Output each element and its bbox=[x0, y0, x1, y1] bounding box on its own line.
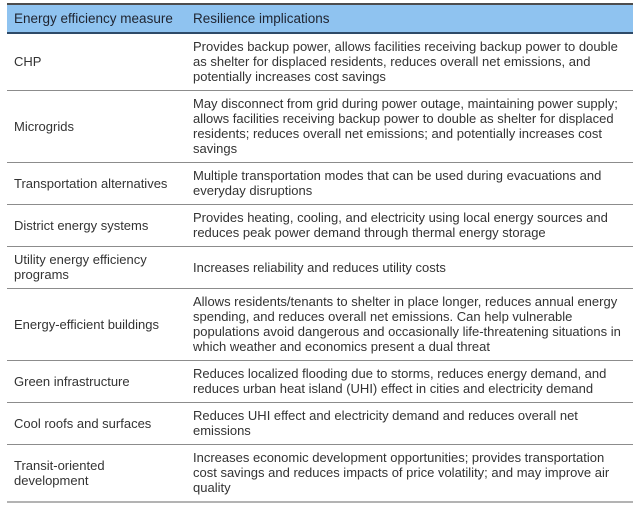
table-row bbox=[7, 91, 633, 163]
measure-cell: Transportation alternatives bbox=[7, 163, 193, 205]
implication-cell: Multiple transportation modes that can be used during evacuations and everyday disruptions bbox=[193, 163, 633, 205]
measure-cell: CHP bbox=[7, 33, 193, 91]
table-row bbox=[7, 445, 633, 503]
table-row bbox=[7, 33, 633, 91]
table-row bbox=[7, 163, 633, 205]
implication-cell: May disconnect from grid during power outage, maintaining power supply; allows facilities receiving backup power to double as shelter for displaced residents; reduces overall net emissions; and potentially increases cost savings bbox=[193, 91, 633, 163]
header-row bbox=[7, 4, 633, 33]
measure-cell: Utility energy efficiency programs bbox=[7, 247, 193, 289]
measure-cell: District energy systems bbox=[7, 205, 193, 247]
energy-efficiency-resilience-table bbox=[7, 3, 633, 503]
measure-cell: Microgrids bbox=[7, 91, 193, 163]
measure-cell: Cool roofs and surfaces bbox=[7, 403, 193, 445]
table-row bbox=[7, 361, 633, 403]
table-row bbox=[7, 289, 633, 361]
implication-cell: Provides backup power, allows facilities receiving backup power to double as shelter for displaced residents, reduces overall net emissions, and potentially increases cost savings bbox=[193, 33, 633, 91]
table-row bbox=[7, 247, 633, 289]
table-row bbox=[7, 403, 633, 445]
implication-cell: Increases reliability and reduces utility costs bbox=[193, 247, 633, 289]
implication-cell: Reduces UHI effect and electricity demand and reduces overall net emissions bbox=[193, 403, 633, 445]
measure-cell: Energy-efficient buildings bbox=[7, 289, 193, 361]
table-row bbox=[7, 205, 633, 247]
implication-cell: Reduces localized flooding due to storms, reduces energy demand, and reduces urban heat island (UHI) effect in cities and electricity demand bbox=[193, 361, 633, 403]
implication-cell: Allows residents/tenants to shelter in place longer, reduces annual energy spending, and reduces overall net emissions. Can help vulnerable populations avoid dangerous and occasionally life-threatening situations in which weather and economics present a dual threat bbox=[193, 289, 633, 361]
column-header-energy-efficiency-measure: Energy efficiency measure bbox=[7, 4, 193, 33]
implication-cell: Increases economic development opportunities; provides transportation cost savings and reduces impacts of price volatility; and may improve air quality bbox=[193, 450, 610, 495]
column-header-resilience-implications: Resilience implications bbox=[193, 4, 633, 33]
measure-cell: Green infrastructure bbox=[7, 361, 193, 403]
implication-cell: Provides heating, cooling, and electricity using local energy sources and reduces peak power demand through thermal energy storage bbox=[193, 205, 633, 247]
measure-cell: Transit-oriented development bbox=[14, 457, 105, 488]
